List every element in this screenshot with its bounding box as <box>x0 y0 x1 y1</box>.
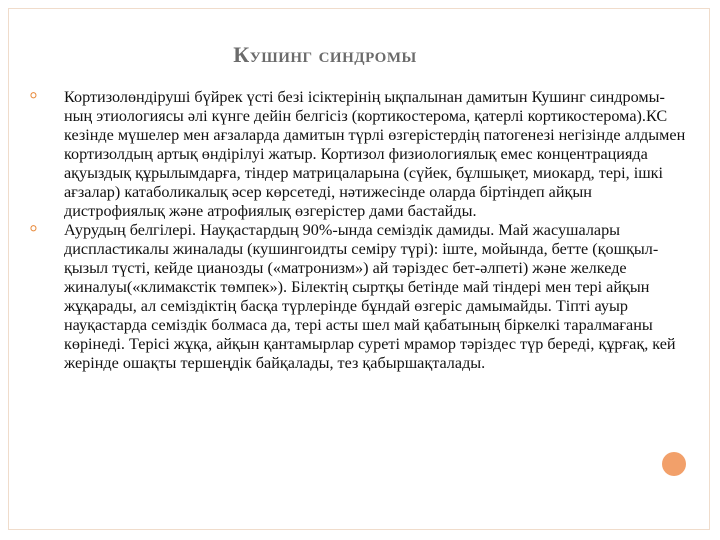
bullet-list <box>28 88 688 373</box>
list-item-text: Аурудың белгілері. Науқастардың 90%-ында семіздік дамиды. Май жасушалары диспластикалы жиналады (кушингоидты семіру түрі): іште, мойында, бетте (қошқыл-қызыл түсті, кейде цианозды («матронизм») ай тәріздес бет-әлпеті) және желкеде жиналуы(«климакстік төмпек»). Білектің сыртқы бетінде май тіндері мен тері айқын жұқарады, ал семіздіктің басқа түрлерінде бұндай өзгеріс дамымайды. Тіпті ауыр науқастарда семіздік болмаса да, тері асты шел май қабатының біркелкі таралмағаны көрінеді. Терісі жұқа, айқын қантамырлар суреті мрамор тәріздес түр береді, құрғақ, кей жерінде ошақты тершеңдік байқалады, тез қабыршақталады. <box>64 221 676 372</box>
list-item-text: Кортизолөндіруші бүйрек үсті безі ісіктерінің ықпалынан дамитын Кушинг синдромы-ның этиологиясы әлі күнге дейін белгісіз (кортикостерома, қатерлі кортикостерома).КС кезінде мүшелер мен ағзаларда дамитын түрлі өзгерістердің патогенезі негізінде алдымен кортизолдың артық өндірілуі жатыр. Кортизол физиологиялық емес концентрацияда ақуыздық құрылымдарға, тіндер матрицаларына (сүйек, бұлшықет, миокард, тері, ішкі ағзалар) катаболикалық әсер көрсетеді, нәтижесінде оларда біртіндеп айқын дистрофиялық және атрофиялық өзгерістер дами бастайды. <box>64 88 686 220</box>
slide-title: Кушинг синдромы <box>233 42 417 67</box>
list-item <box>28 88 688 221</box>
list-item <box>28 221 688 373</box>
circle-bullet-icon: ⚪ <box>28 222 39 237</box>
circle-bullet-icon: ⚪ <box>28 89 39 104</box>
orange-dot-decoration <box>662 452 686 476</box>
